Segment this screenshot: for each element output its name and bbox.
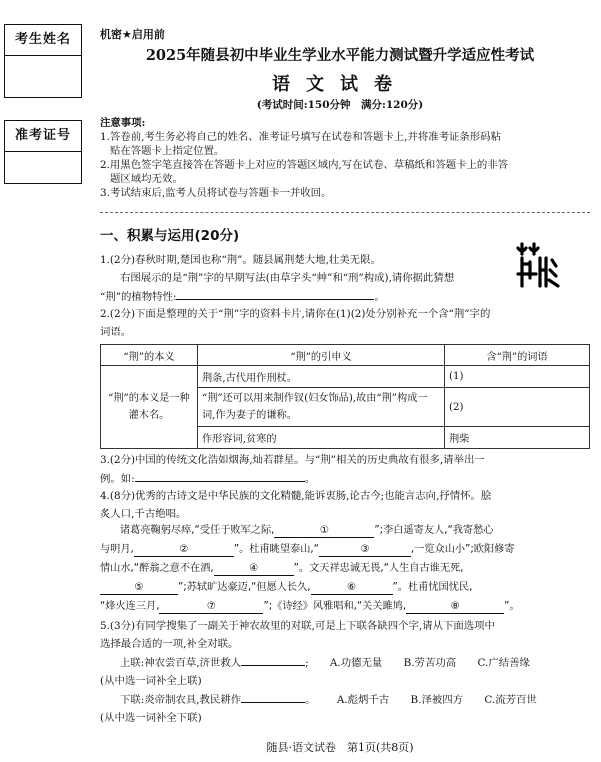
blank-5[interactable]: ⑤ xyxy=(100,581,178,595)
question-4 xyxy=(100,487,590,523)
q2-line1: 2.(2分)下面是整理的关于“荆”字的资料卡片,请你在(1)(2)处分别补充一个含“荆”字的 xyxy=(100,308,491,320)
answer-blank[interactable] xyxy=(135,469,305,482)
original-meaning-cell: “荆”的本义是一种灌木名。 xyxy=(101,366,198,449)
q1-line3 xyxy=(100,287,520,306)
lower-options xyxy=(337,694,555,706)
q3-line2-prefix: 例。如: xyxy=(100,473,135,485)
notes-item: 贴在答题卡上指定位置。 xyxy=(110,145,225,157)
q1-line3-suffix: 。 xyxy=(374,291,385,303)
extended-meaning-cell: 作形容词,贫寒的 xyxy=(198,427,445,449)
upper-note: (从中选一词补全上联) xyxy=(100,675,202,687)
answer-blank[interactable] xyxy=(241,653,305,666)
answer-blank[interactable] xyxy=(241,690,305,703)
poem-text: ”。杜甫忧国忧民, xyxy=(392,582,473,593)
q1-line3-prefix: “荆”的植物特性: xyxy=(100,291,177,303)
lower-couplet: 下联:炎帝制农具,教民耕作 xyxy=(120,694,242,706)
poetry-fill-in xyxy=(100,521,595,616)
ancient-jing-glyph-icon xyxy=(516,240,562,292)
answer-blank[interactable] xyxy=(176,287,374,300)
q3-line2-suffix: 。 xyxy=(304,473,316,485)
option-a[interactable]: A.彪炳千古 xyxy=(336,694,390,706)
question-5: 5.(3分)有同学搜集了一副关于神农故里的对联,可是上下联各缺四个字,请从下面选项中 选择最合适的一项,补全对联。 上联:神农尝百草,济世救人 ; A.功德无量 B.劳苦功高 C.广结善缘 (从中选一词补全上联) 下联:炎帝制农具,教民耕作 。 A.彪炳千古 B.泽被四方 C.流芳百世 (从中选一词补全下联) xyxy=(100,617,590,727)
poem-text: ”;李白遥寄友人,“我寄愁心 xyxy=(374,525,494,536)
option-c[interactable]: C.流芳百世 xyxy=(484,694,537,706)
extended-meaning-cell: 荆条,古代用作刑杖。 xyxy=(198,366,445,388)
candidate-name-label: 考生姓名 xyxy=(5,25,81,56)
notes-item: 3.考试结束后,监考人员将试卷与答题卡一并收回。 xyxy=(100,187,332,199)
option-a[interactable]: A.功德无量 xyxy=(329,657,383,669)
question-3 xyxy=(100,451,590,488)
notes-heading: 注意事项: xyxy=(100,117,146,129)
poem-text: ”;《诗经》风雅唱和,“关关雎鸠, xyxy=(263,601,407,612)
section-title: 一、积累与运用(20分) xyxy=(100,228,240,244)
notes-item: 1.答卷前,考生务必将自己的姓名、准考证号填写在试卷和答题卡上,并将准考证条形码粘 xyxy=(100,131,501,143)
poem-text: ,一览众山小”;欧阳修寄 xyxy=(410,544,515,555)
notes-item: 2.用黑色签字笔直接答在答题卡上对应的答题区域内,写在试卷、草稿纸和答题卡上的非答 xyxy=(100,159,509,171)
divider xyxy=(100,212,590,213)
blank-6[interactable]: ⑥ xyxy=(311,581,393,595)
blank-7[interactable]: ⑦ xyxy=(159,600,263,614)
option-b[interactable]: B.泽被四方 xyxy=(410,694,464,706)
blank-1[interactable]: ① xyxy=(274,524,374,538)
candidate-name-box xyxy=(4,24,82,98)
jing-info-card-table xyxy=(100,344,590,449)
extended-meaning-cell: “荆”还可以用来制作钗(妇女饰品),故由“荆”构成一词,作为妻子的谦称。 xyxy=(198,388,445,427)
notes-item: 题区域均无效。 xyxy=(110,173,183,185)
poem-text: ”。 xyxy=(504,601,520,612)
q4-line1: 4.(8分)优秀的古诗文是中华民族的文化精髓,能诉衷肠,论古今;也能言志向,抒情怀。脍 xyxy=(100,490,492,502)
blank-3[interactable]: ③ xyxy=(319,543,411,557)
notes xyxy=(100,116,590,200)
poem-text: ”;苏轼旷达豪迈,“但愿人长久, xyxy=(178,582,311,593)
word-cell-2[interactable]: (2) xyxy=(445,388,590,427)
exam-title: 2025年随县初中毕业生学业水平能力测试暨升学适应性考试 xyxy=(145,47,535,64)
exam-info: (考试时间:150分钟 满分:120分) xyxy=(256,99,424,111)
lower-note: (从中选一词补全下联) xyxy=(100,712,202,724)
poem-text: 情山水,“醉翁之意不在酒, xyxy=(100,563,214,574)
poem-text: ”。杜甫眺望泰山,“ xyxy=(233,544,319,555)
q5-line2: 选择最合适的一项,补全对联。 xyxy=(100,638,239,650)
q2-line2: 词语。 xyxy=(100,326,132,338)
poem-text: ”。文天祥忠诚无畏,“人生自古谁无死, xyxy=(293,563,464,574)
ancient-jing-character xyxy=(516,240,562,292)
q5-line1: 5.(3分)有同学搜集了一副关于神农故里的对联,可是上下联各缺四个字,请从下面选项中 xyxy=(100,620,495,632)
poem-text: 与明月, xyxy=(100,544,134,555)
question-2 xyxy=(100,305,590,341)
table-header: “荆”的本义 xyxy=(101,345,198,366)
q1-line1: 1.(2分)春秋时期,楚国也称“荆”。随县属荆楚大地,壮美无限。 xyxy=(100,254,381,266)
page-footer: 随县·语文试卷 第1页(共8页) xyxy=(266,741,414,754)
subject-title: 语文试卷 xyxy=(272,74,408,95)
option-c[interactable]: C.广结善缘 xyxy=(477,657,530,669)
question-1 xyxy=(100,251,520,306)
poem-text: “烽火连三月, xyxy=(100,601,160,612)
table-header: “荆”的引申义 xyxy=(198,345,445,366)
upper-options xyxy=(330,657,548,669)
blank-2[interactable]: ② xyxy=(134,543,234,557)
exam-id-box xyxy=(4,120,82,184)
word-cell-1[interactable]: (1) xyxy=(445,366,590,388)
blank-4[interactable]: ④ xyxy=(214,562,294,576)
blank-8[interactable]: ⑧ xyxy=(406,600,504,614)
option-b[interactable]: B.劳苦功高 xyxy=(403,657,457,669)
q3-line1: 3.(2分)中国的传统文化浩如烟海,灿若群星。与“荆”相关的历史典故有很多,请举出一 xyxy=(100,454,485,466)
word-cell-3: 荆柴 xyxy=(445,427,590,449)
upper-couplet: 上联:神农尝百草,济世救人 xyxy=(120,657,242,669)
q1-line2: 右图展示的是“荆”字的早期写法(由草字头“艸”和“刑”构成),请你据此猜想 xyxy=(120,272,455,284)
table-header: 含“荆”的词语 xyxy=(445,345,590,366)
confidential-label: 机密★启用前 xyxy=(100,28,165,41)
exam-id-label: 准考证号 xyxy=(5,121,81,152)
poem-text: 诸葛亮鞠躬尽瘁,“受任于败军之际, xyxy=(120,525,275,536)
q4-line2: 炙人口,千古绝唱。 xyxy=(100,508,187,520)
